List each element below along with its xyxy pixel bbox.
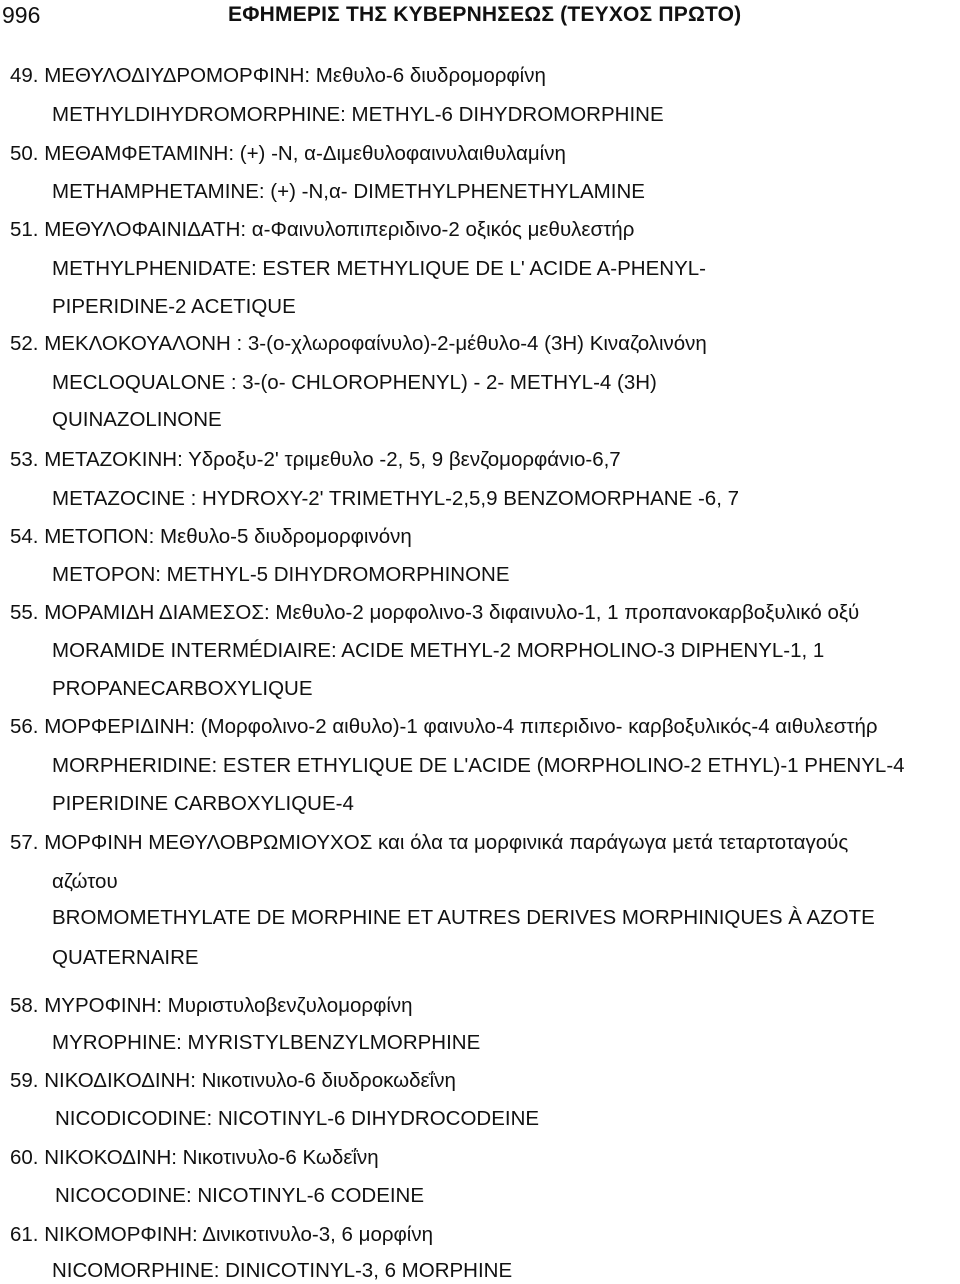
entry-text: ΜΕΘΑΜΦΕΤΑΜΙΝΗ: (+) -Ν, α-Διμεθυλοφαινυλαιθυλαμίνη bbox=[44, 142, 566, 165]
entry-58-greek-line bbox=[10, 994, 413, 1018]
entry-number: 53. bbox=[10, 448, 39, 471]
entry-60-line-2: NICOCODINE: NICOTINYL-6 CODEINE bbox=[55, 1184, 425, 1207]
entry-number: 55. bbox=[10, 601, 39, 624]
entry-52-greek-line bbox=[10, 332, 707, 356]
entry-number: 59. bbox=[10, 1069, 39, 1092]
entry-51-line-2: METHYLPHENIDATE: ESTER METHYLIQUE DE L' ACIDE A-PHENYL- bbox=[52, 257, 706, 280]
entry-61-greek-line bbox=[10, 1223, 433, 1247]
entry-number: 60. bbox=[10, 1146, 39, 1169]
entry-50-greek-line bbox=[10, 142, 566, 166]
entry-55-greek-line bbox=[10, 601, 859, 625]
entry-number: 50. bbox=[10, 142, 39, 165]
entry-text: ΜΕΘΥΛΟΦΑΙΝΙΔΑΤΗ: α-Φαινυλοπιπεριδινο-2 οξικός μεθυλεστήρ bbox=[44, 218, 635, 241]
entry-52-line-2: MECLOQUALONE : 3-(o- CHLOROPHENYL) - 2- METHYL-4 (3H) bbox=[52, 371, 657, 394]
entry-text: ΜΕΤΟΠΟΝ: Μεθυλο-5 διυδρομορφινόνη bbox=[44, 525, 412, 548]
entry-53-line-2: METAZOCINE : HYDROXY-2' TRIMETHYL-2,5,9 BENZOMORPHANE -6, 7 bbox=[52, 487, 740, 510]
entry-50-line-2: METHAMPHETAMINE: (+) -N,α- DIMETHYLPHENETHYLAMINE bbox=[52, 180, 645, 203]
entry-56-line-3: PIPERIDINE CARBOXYLIQUE-4 bbox=[52, 792, 354, 815]
entry-49-greek-line bbox=[10, 64, 546, 88]
entry-49-line-2: METHYLDIHYDROMORPHINE: METHYL-6 DIHYDROMORPHINE bbox=[52, 103, 664, 126]
entry-57-line-2: αζώτου bbox=[52, 870, 118, 893]
entry-text: ΝΙΚΟΜΟΡΦΙΝΗ: Δινικοτινυλο-3, 6 μορφίνη bbox=[44, 1223, 434, 1246]
entry-text: ΝΙΚΟΚΟΔΙΝΗ: Νικοτινυλο-6 Κωδεΐνη bbox=[44, 1146, 379, 1169]
entry-60-greek-line bbox=[10, 1146, 379, 1170]
entry-number: 52. bbox=[10, 332, 39, 355]
entry-text: ΜΟΡΦΙΝΗ ΜΕΘΥΛΟΒΡΩΜΙΟΥΧΟΣ και όλα τα μορφινικά παράγωγα μετά τεταρτοταγούς bbox=[44, 831, 849, 854]
entry-text: ΜΕΤΑΖΟΚΙΝΗ: Υδροξυ-2' τριμεθυλο -2, 5, 9 βενζομορφάνιο-6,7 bbox=[44, 448, 621, 471]
entry-text: ΜΟΡΑΜΙΔΗ ΔΙΑΜΕΣΟΣ: Μεθυλο-2 μορφολινο-3 διφαινυλο-1, 1 προπανοκαρβοξυλικό οξύ bbox=[44, 601, 860, 624]
entry-number: 54. bbox=[10, 525, 39, 548]
entry-text: ΜΕΚΛΟΚΟΥΑΛΟΝΗ : 3-(ο-χλωροφαίνυλο)-2-μέθυλο-4 (3Η) Κιναζολινόνη bbox=[44, 332, 707, 355]
entry-57-greek-line bbox=[10, 831, 848, 855]
entry-57-line-4: QUATERNAIRE bbox=[52, 946, 199, 969]
entry-52-line-3: QUINAZOLINONE bbox=[52, 408, 222, 431]
entry-56-greek-line bbox=[10, 715, 878, 739]
entry-text: ΜΟΡΦΕΡΙΔΙΝΗ: (Μορφολινο-2 αιθυλο)-1 φαινυλο-4 πιπεριδινο- καρβοξυλικός-4 αιθυλεστήρ bbox=[44, 715, 878, 738]
entry-number: 49. bbox=[10, 64, 39, 87]
entry-number: 61. bbox=[10, 1223, 39, 1246]
page-title: ΕΦΗΜΕΡΙΣ ΤΗΣ ΚΥΒΕΡΝΗΣΕΩΣ (ΤΕΥΧΟΣ ΠΡΩΤΟ) bbox=[228, 3, 742, 26]
entry-54-line-2: METOPON: METHYL-5 DIHYDROMORPHINONE bbox=[52, 563, 510, 586]
entry-text: ΝΙΚΟΔΙΚΟΔΙΝΗ: Νικοτινυλο-6 διυδροκωδεΐνη bbox=[44, 1069, 456, 1092]
entry-61-line-2: NICOMORPHINE: DINICOTINYL-3, 6 MORPHINE bbox=[52, 1259, 513, 1282]
entry-55-line-3: PROPANECARBOXYLIQUE bbox=[52, 677, 313, 700]
entry-57-line-3: BROMOMETHYLATE DE MORPHINE ET AUTRES DERIVES MORPHINIQUES À AZOTE bbox=[52, 906, 875, 929]
entry-text: ΜΕΘΥΛΟΔΙΥΔΡΟΜΟΡΦΙΝΗ: Μεθυλο-6 διυδρομορφίνη bbox=[44, 64, 546, 87]
entry-number: 51. bbox=[10, 218, 39, 241]
entry-56-line-2: MORPHERIDINE: ESTER ETHYLIQUE DE L'ACIDE (MORPHOLINO-2 ETHYL)-1 PHENYL-4 bbox=[52, 754, 905, 777]
entry-51-greek-line bbox=[10, 218, 634, 242]
entry-text: ΜΥΡΟΦΙΝΗ: Μυριστυλοβενζυλομορφίνη bbox=[44, 994, 413, 1017]
entry-51-line-3: PIPERIDINE-2 ACETIQUE bbox=[52, 295, 296, 318]
entry-number: 58. bbox=[10, 994, 39, 1017]
entry-59-greek-line bbox=[10, 1069, 456, 1093]
page-number: 996 bbox=[2, 2, 41, 28]
entry-number: 57. bbox=[10, 831, 39, 854]
entry-54-greek-line bbox=[10, 525, 412, 549]
entry-number: 56. bbox=[10, 715, 39, 738]
entry-53-greek-line bbox=[10, 448, 621, 472]
entry-55-line-2: MORAMIDE INTERMÉDIAIRE: ACIDE METHYL-2 MORPHOLINO-3 DIPHENYL-1, 1 bbox=[52, 639, 825, 662]
entry-58-line-2: MYROPHINE: MYRISTYLBENZYLMORPHINE bbox=[52, 1031, 481, 1054]
entry-59-line-2: NICODICODINE: NICOTINYL-6 DIHYDROCODEINE bbox=[55, 1107, 540, 1130]
